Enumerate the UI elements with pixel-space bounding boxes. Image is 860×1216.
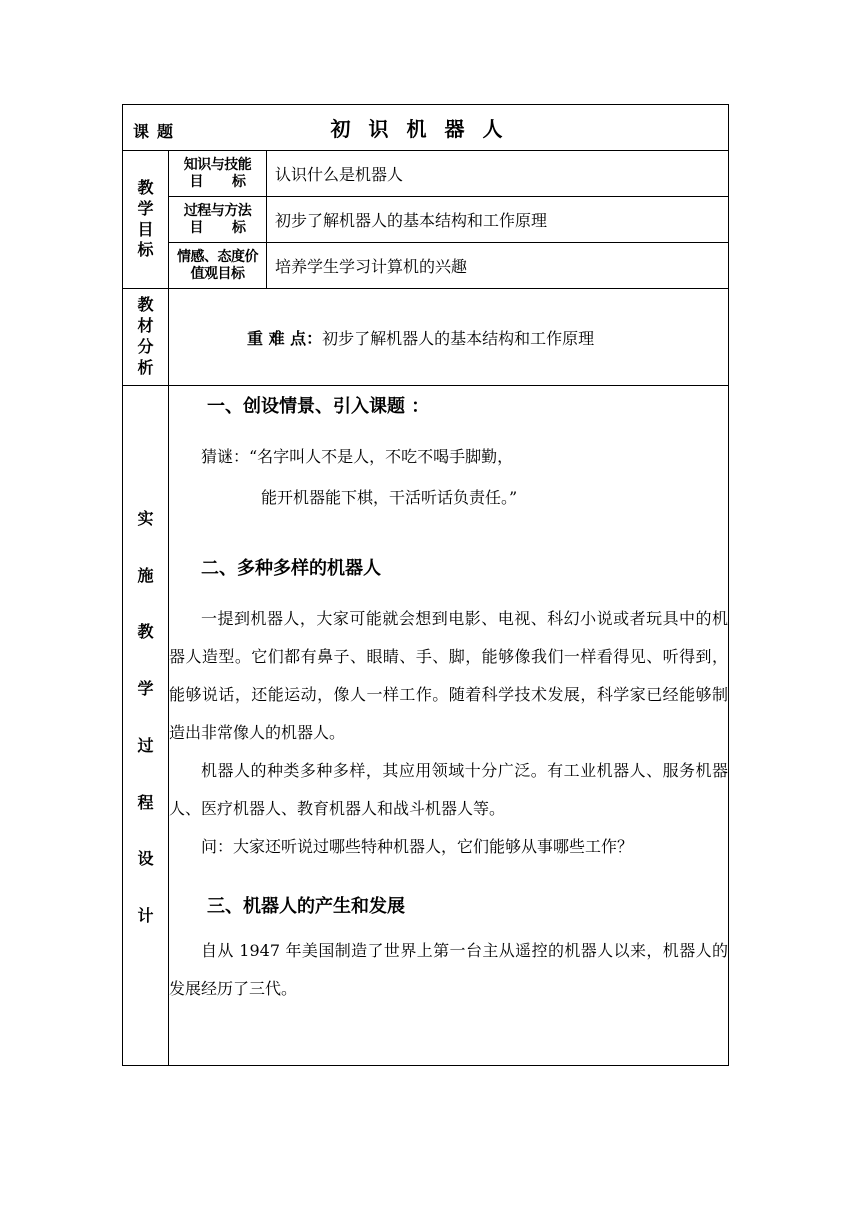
objective-value-emotion: 培养学生学习计算机的兴趣 <box>267 243 729 289</box>
riddle-line-2: 能开机器能下棋，干活听话负责任。” <box>261 488 518 507</box>
lesson-plan-table <box>122 104 729 1066</box>
paragraph-question: 问：大家还听说过哪些特种机器人，它们能够从事哪些工作？ <box>201 837 634 856</box>
heading-history: 三、机器人的产生和发展 <box>207 896 405 917</box>
analysis-section-label: 教 材 分 析 <box>123 289 169 386</box>
process-content <box>169 386 729 1066</box>
lesson-title: 初识机器人 <box>330 117 521 141</box>
title-cell <box>123 105 729 151</box>
riddle-line-1: 猜谜：“名字叫人不是人，不吃不喝手脚勤， <box>201 447 514 466</box>
objectives-section-label: 教 学 目 标 <box>123 151 169 289</box>
objective-value-process: 初步了解机器人的基本结构和工作原理 <box>267 197 729 243</box>
process-section-label: 实 施 教 学 过 程 设 计 <box>123 386 169 1066</box>
objective-name-knowledge: 知识与技能 目 标 <box>169 151 267 197</box>
heading-varieties: 二、多种多样的机器人 <box>201 558 381 579</box>
topic-label: 课题 <box>133 122 182 141</box>
objective-name-emotion: 情感、态度价 值观目标 <box>169 243 267 289</box>
objective-name-process: 过程与方法 目 标 <box>169 197 267 243</box>
analysis-content <box>169 289 729 386</box>
heading-intro: 一、创设情景、引入课题 ： <box>207 396 430 417</box>
key-point-label: 重 难 点： <box>247 328 323 348</box>
key-point-value: 初步了解机器人的基本结构和工作原理 <box>322 328 595 348</box>
paragraph-intro: 一提到机器人，大家可能就会想到电影、电视、科幻小说或者玩具中的机器人造型。它们都有鼻子、眼睛、手、脚，能够像我们一样看得见、听得到，能够说话，还能运动，像人一样工作。随着科学技术发展，科学家已经能够制造出非常像人的机器人。 <box>169 609 729 742</box>
paragraph-types: 机器人的种类多种多样，其应用领域十分广泛。有工业机器人、服务机器人、医疗机器人、教育机器人和战斗机器人等。 <box>169 761 729 818</box>
objective-value-knowledge: 认识什么是机器人 <box>267 151 729 197</box>
paragraph-history: 自从 1947 年美国制造了世界上第一台主从遥控的机器人以来，机器人的发展经历了三代。 <box>169 941 729 998</box>
